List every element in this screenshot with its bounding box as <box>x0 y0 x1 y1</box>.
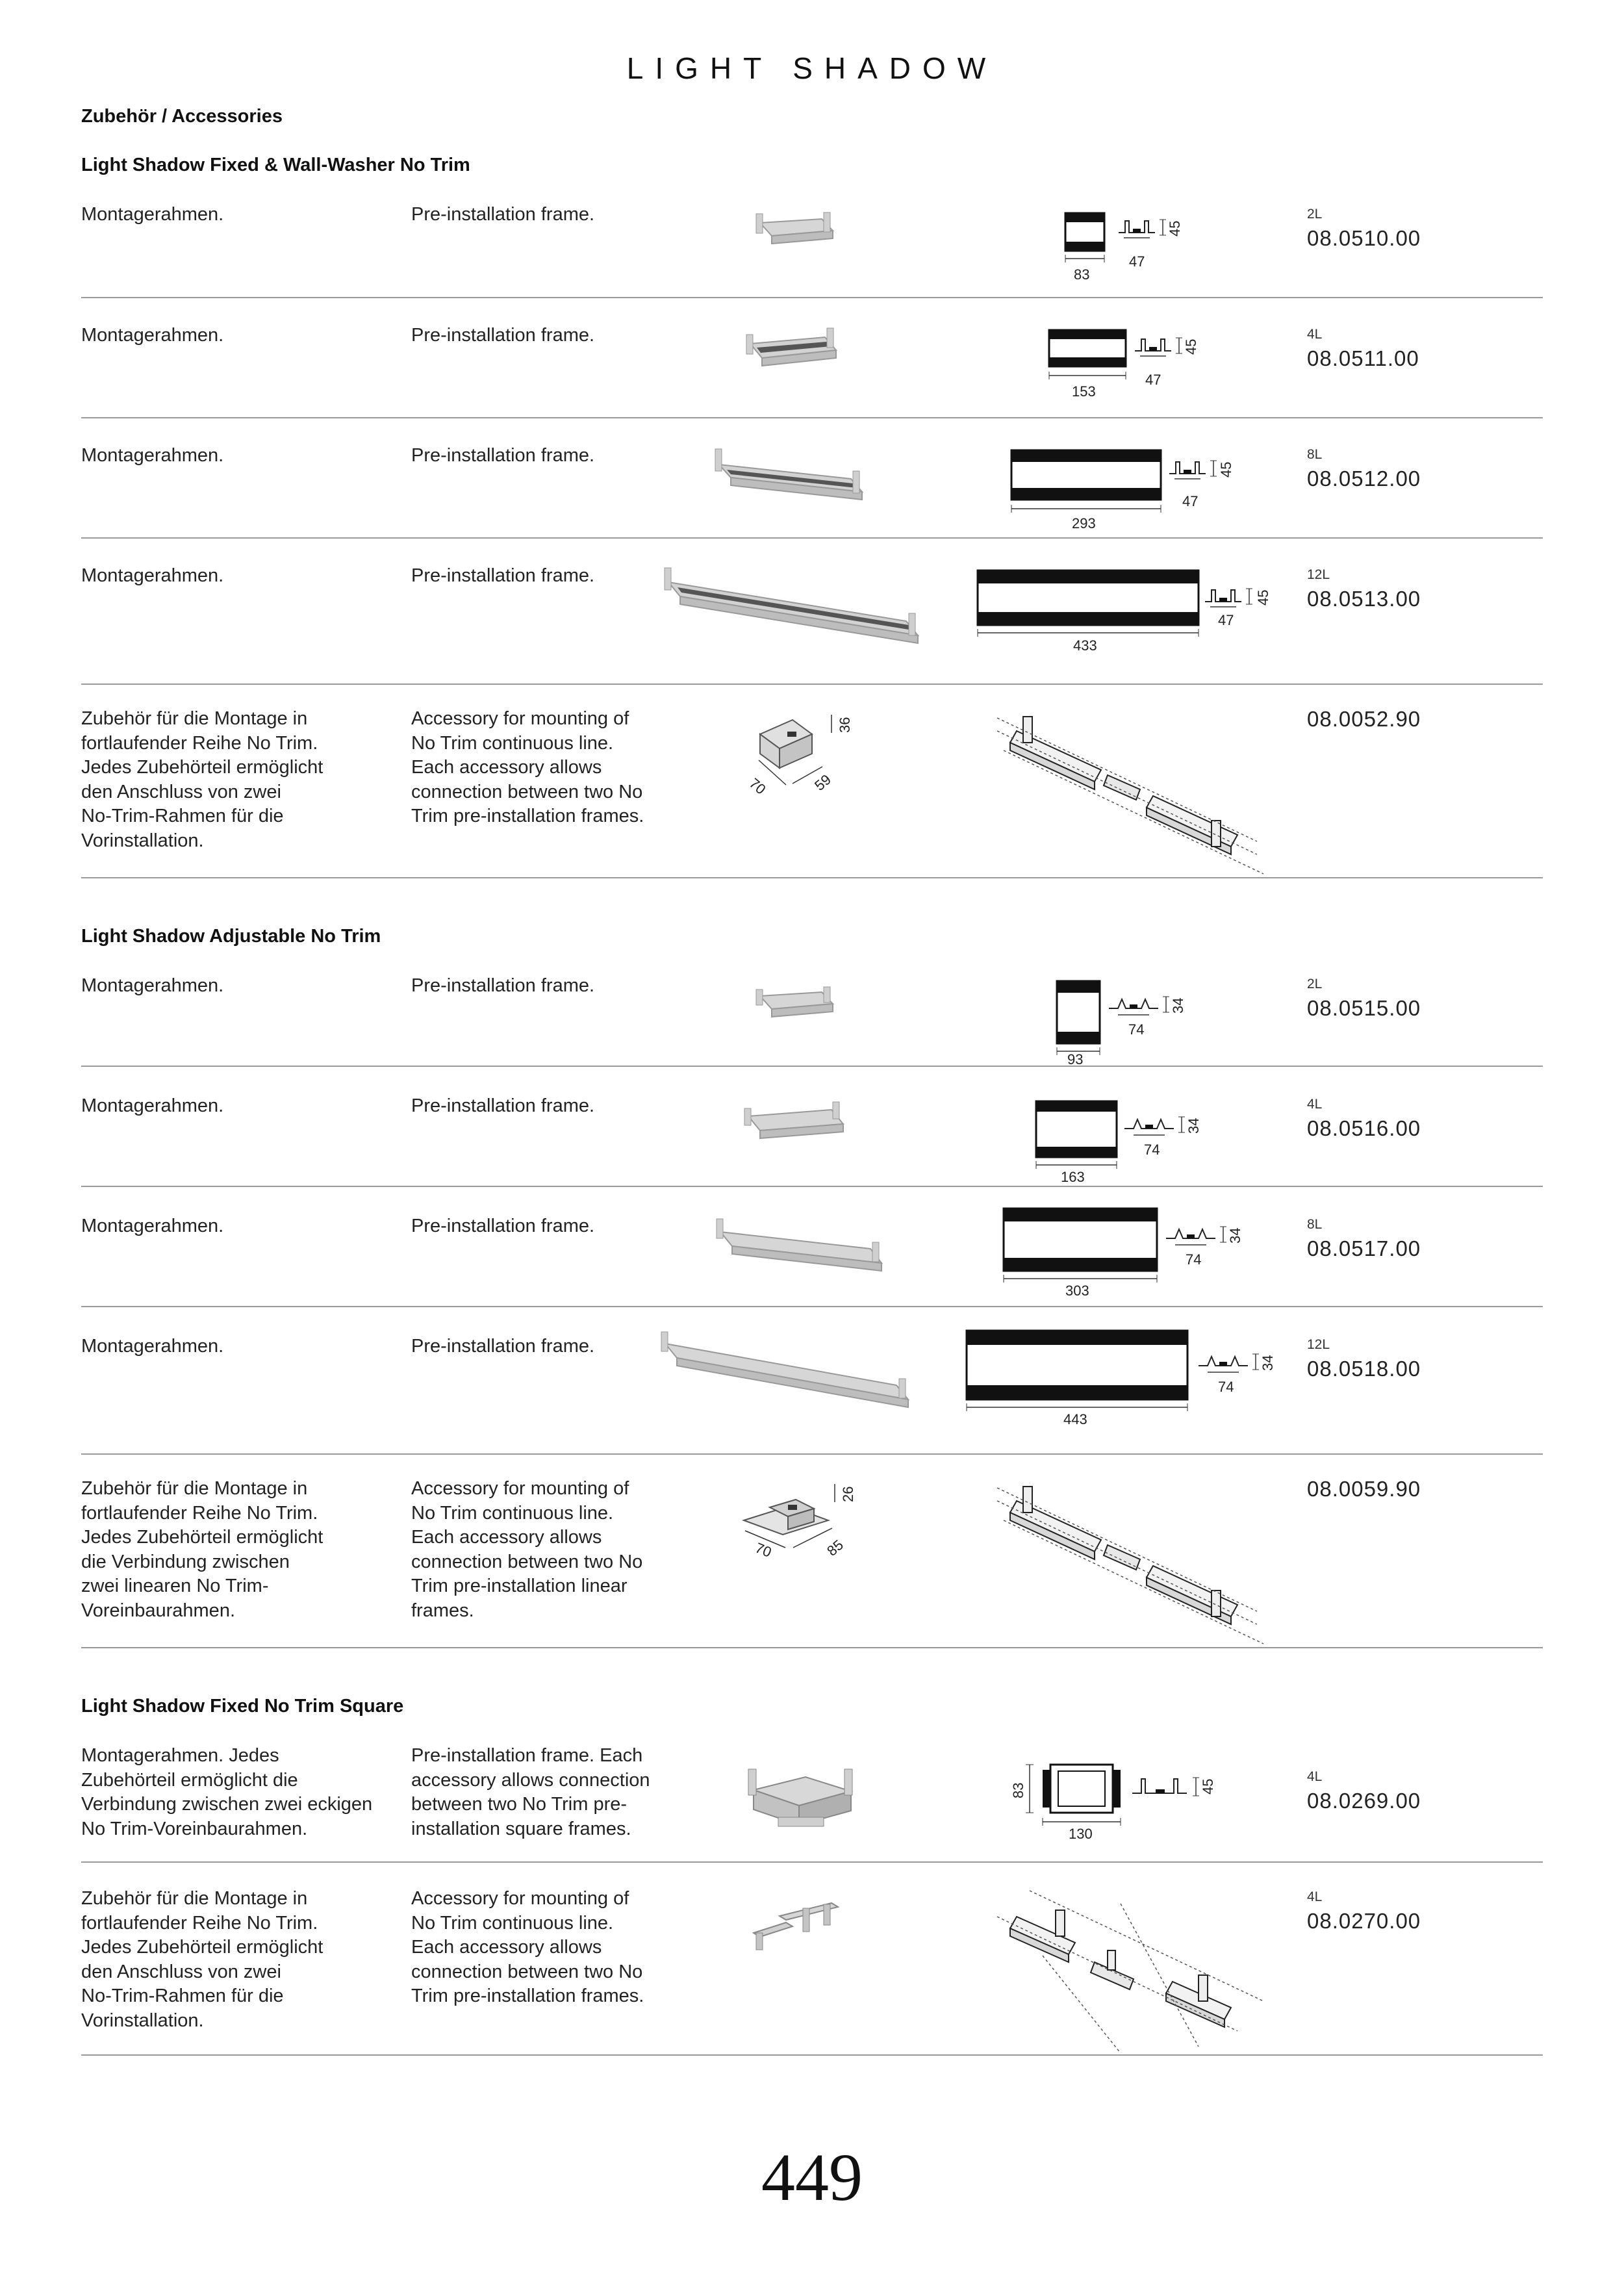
article-code: 08.0052.90 <box>1307 707 1421 731</box>
article-code: 08.0512.00 <box>1307 466 1421 491</box>
text-line: fortlaufender Reihe No Trim. <box>81 1502 318 1524</box>
article-code: 08.0513.00 <box>1307 587 1421 611</box>
accessory-drawing <box>741 708 864 799</box>
text-line: Each accessory allows <box>411 1937 602 1958</box>
text-line: connection between two No <box>411 781 643 802</box>
text-line: No Trim continuous line. <box>411 1502 614 1524</box>
text-line: Verbindung zwischen zwei eckigen <box>81 1794 373 1815</box>
article-code: 08.0511.00 <box>1307 346 1419 370</box>
dim-depth-label: 74 <box>1144 1142 1160 1158</box>
dim-depth-label: 47 <box>1129 253 1145 270</box>
article-code: 08.0518.00 <box>1307 1357 1421 1381</box>
text-line: Zubehörteil ermöglicht die <box>81 1769 298 1791</box>
text-line: Accessory for mounting of <box>411 708 629 729</box>
product-photo <box>754 978 838 1023</box>
text-line: installation square frames. <box>411 1818 631 1839</box>
text-line: Zubehör für die Montage in <box>81 708 308 729</box>
dim-width-label: 130 <box>1069 1826 1093 1842</box>
row-description-de: Montagerahmen. <box>81 1095 224 1116</box>
article-code: 08.0515.00 <box>1307 996 1421 1020</box>
dim-depth-label: 74 <box>1128 1021 1145 1038</box>
dim-depth-label: 74 <box>1186 1251 1202 1268</box>
variant-label: 8L <box>1307 447 1323 462</box>
dim-height-label: 34 <box>1227 1227 1243 1244</box>
page-subtitle: Zubehör / Accessories <box>81 106 283 127</box>
row-divider <box>81 1453 1543 1455</box>
dim-height-label: 34 <box>1260 1355 1276 1371</box>
dim-depth-label: 74 <box>1218 1379 1234 1395</box>
dim-height-label: 45 <box>1218 461 1234 478</box>
row-divider <box>81 297 1543 298</box>
row-description-en <box>411 707 691 829</box>
dimension-drawing <box>961 1325 1286 1436</box>
section-title-fixed-wallwasher: Light Shadow Fixed & Wall-Washer No Trim <box>81 155 470 175</box>
row-description-en: Pre-installation frame. <box>411 204 595 225</box>
dim-height-label: 45 <box>1167 220 1183 236</box>
dim-height-label: 45 <box>1200 1778 1216 1795</box>
variant-label: 8L <box>1307 1217 1323 1232</box>
article-code: 08.0516.00 <box>1307 1116 1421 1140</box>
dim-depth-label: 47 <box>1218 612 1234 628</box>
row-description-en: Pre-installation frame. <box>411 445 595 466</box>
row-description-de: Montagerahmen. <box>81 975 224 996</box>
row-description-de: Montagerahmen. <box>81 565 224 586</box>
text-line: Zubehör für die Montage in <box>81 1478 308 1499</box>
text-line: Jedes Zubehörteil ermöglicht <box>81 1527 324 1548</box>
product-photo <box>711 1208 893 1286</box>
text-line: accessory allows connection <box>411 1769 650 1791</box>
row-divider <box>81 877 1543 878</box>
dim-height-label: 45 <box>1255 589 1271 606</box>
dimension-drawing <box>997 1202 1257 1306</box>
dim-height-label: 26 <box>840 1486 856 1502</box>
dim-width-label: 433 <box>1073 637 1097 654</box>
row-description-de <box>81 707 393 853</box>
text-line: Trim pre-installation frames. <box>411 1986 644 2006</box>
text-line: den Anschluss von zwei <box>81 781 281 802</box>
text-line: Voreinbaurahmen. <box>81 1600 235 1621</box>
row-divider <box>81 683 1543 685</box>
row-description-de <box>81 1887 393 2033</box>
section-title-adjustable: Light Shadow Adjustable No Trim <box>81 926 381 947</box>
row-description-en <box>411 1477 691 1623</box>
article-code: 08.0269.00 <box>1307 1789 1421 1813</box>
dim-height-label: 45 <box>1183 339 1199 355</box>
row-divider <box>81 1647 1543 1648</box>
dimension-drawing <box>1030 1095 1224 1192</box>
dim-width-label: 59 <box>811 771 834 794</box>
accessory-drawing <box>731 1475 867 1572</box>
article-code: 08.0270.00 <box>1307 1909 1421 1933</box>
text-line: die Verbindung zwischen <box>81 1551 290 1572</box>
section-title-square: Light Shadow Fixed No Trim Square <box>81 1696 404 1717</box>
text-line: fortlaufender Reihe No Trim. <box>81 1912 318 1934</box>
text-line: Each accessory allows <box>411 1527 602 1548</box>
dim-depth-label: 47 <box>1145 372 1161 388</box>
product-photo <box>656 1325 916 1423</box>
article-code: 08.0517.00 <box>1307 1236 1421 1260</box>
row-description-en: Pre-installation frame. <box>411 1216 595 1236</box>
row-divider <box>81 2054 1543 2056</box>
variant-label: 2L <box>1307 207 1323 222</box>
dim-width-label: 163 <box>1061 1169 1085 1185</box>
text-line: Accessory for mounting of <box>411 1888 629 1909</box>
text-line: den Anschluss von zwei <box>81 1961 281 1982</box>
dim-width-label: 153 <box>1072 383 1096 400</box>
variant-label: 4L <box>1307 1097 1323 1112</box>
row-description-de: Montagerahmen. <box>81 1216 224 1236</box>
text-line: fortlaufender Reihe No Trim. <box>81 732 318 754</box>
text-line: frames. <box>411 1600 474 1621</box>
dim-height-label: 34 <box>1186 1118 1202 1134</box>
text-line: connection between two No <box>411 1961 643 1982</box>
text-line: No Trim-Voreinbaurahmen. <box>81 1818 308 1839</box>
article-code: 08.0059.90 <box>1307 1477 1421 1501</box>
dim-side-label: 83 <box>1010 1782 1026 1798</box>
row-description-de: Montagerahmen. <box>81 325 224 346</box>
row-description-en: Pre-installation frame. <box>411 975 595 996</box>
variant-label: 2L <box>1307 977 1323 991</box>
article-code: 08.0510.00 <box>1307 226 1421 250</box>
text-line: Jedes Zubehörteil ermöglicht <box>81 1937 324 1958</box>
row-divider <box>81 1306 1543 1307</box>
row-description-de: Montagerahmen. <box>81 445 224 466</box>
text-line: Trim pre-installation linear <box>411 1576 628 1596</box>
product-photo <box>741 1757 864 1842</box>
row-divider <box>81 1186 1543 1187</box>
text-line: zwei linearen No Trim- <box>81 1576 269 1596</box>
variant-label: 12L <box>1307 567 1330 582</box>
row-description-de <box>81 1477 393 1623</box>
variant-label: 4L <box>1307 1889 1323 1904</box>
dimension-drawing <box>1059 207 1215 288</box>
page-number: 449 <box>761 2140 863 2215</box>
text-line: No Trim continuous line. <box>411 732 614 754</box>
row-description-en: Pre-installation frame. <box>411 565 595 586</box>
product-photo <box>741 1093 851 1151</box>
dim-width-label: 93 <box>1067 1051 1084 1067</box>
dimension-drawing <box>1004 445 1257 533</box>
dimension-drawing <box>1004 1754 1250 1845</box>
variant-label: 12L <box>1307 1337 1330 1352</box>
variant-label: 4L <box>1307 1769 1323 1784</box>
dim-length-label: 70 <box>746 774 769 798</box>
text-line: Zubehör für die Montage in <box>81 1888 308 1909</box>
text-line: Vorinstallation. <box>81 830 204 851</box>
product-photo <box>711 439 874 510</box>
text-line: Trim pre-installation frames. <box>411 806 644 826</box>
variant-label: 4L <box>1307 327 1323 342</box>
row-description-en: Pre-installation frame. <box>411 1095 595 1116</box>
dim-height-label: 34 <box>1170 997 1186 1014</box>
product-photo <box>659 559 932 656</box>
dim-height-label: 36 <box>837 717 853 733</box>
row-description-en <box>411 1744 691 1841</box>
text-line: Vorinstallation. <box>81 2010 204 2031</box>
dim-width-label: 85 <box>824 1536 846 1559</box>
row-description-en: Pre-installation frame. <box>411 325 595 346</box>
row-description-en: Pre-installation frame. <box>411 1336 595 1357</box>
dimension-drawing <box>1043 324 1231 405</box>
text-line: between two No Trim pre- <box>411 1794 628 1815</box>
row-description-de: Montagerahmen. <box>81 204 224 225</box>
assembly-drawing <box>991 1468 1270 1650</box>
dim-width-label: 293 <box>1072 515 1096 531</box>
dimension-drawing <box>971 565 1283 663</box>
row-divider <box>81 1066 1543 1067</box>
accessory-photo <box>741 1894 851 1959</box>
text-line: Montagerahmen. Jedes <box>81 1745 279 1766</box>
dimension-drawing <box>1049 975 1218 1072</box>
dim-width-label: 83 <box>1074 266 1090 283</box>
text-line: connection between two No <box>411 1551 643 1572</box>
text-line: No-Trim-Rahmen für die <box>81 1986 284 2006</box>
text-line: No-Trim-Rahmen für die <box>81 806 284 826</box>
assembly-drawing <box>991 1878 1270 2060</box>
row-divider <box>81 417 1543 418</box>
row-description-en <box>411 1887 691 2009</box>
dim-width-label: 443 <box>1063 1411 1087 1427</box>
assembly-drawing <box>991 698 1270 880</box>
row-divider <box>81 537 1543 539</box>
dim-length-label: 70 <box>753 1539 774 1561</box>
row-description-de: Montagerahmen. <box>81 1336 224 1357</box>
dim-width-label: 303 <box>1065 1283 1089 1299</box>
text-line: Pre-installation frame. Each <box>411 1745 643 1766</box>
text-line: Accessory for mounting of <box>411 1478 629 1499</box>
product-photo <box>744 322 841 374</box>
text-line: Each accessory allows <box>411 757 602 778</box>
page-title: LIGHT SHADOW <box>626 51 998 85</box>
product-photo <box>754 205 838 250</box>
row-description-de <box>81 1744 393 1841</box>
dim-depth-label: 47 <box>1182 493 1199 509</box>
text-line: No Trim continuous line. <box>411 1912 614 1934</box>
text-line: Jedes Zubehörteil ermöglicht <box>81 757 324 778</box>
row-divider <box>81 1861 1543 1863</box>
